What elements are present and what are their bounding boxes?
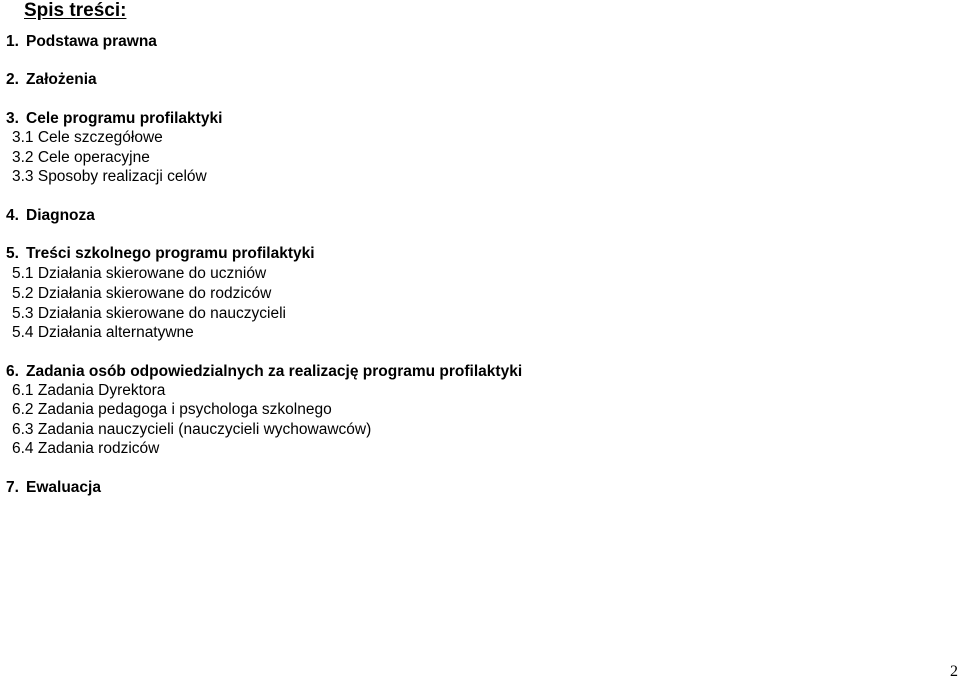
- section-number: 3.: [6, 110, 19, 127]
- toc-subsection-6-3: 6.3 Zadania nauczycieli (nauczycieli wychowawców): [12, 421, 372, 438]
- section-title: Ewaluacja: [26, 479, 101, 496]
- toc-section-4: [6, 206, 95, 225]
- toc-section-5: [6, 244, 315, 263]
- section-title: Podstawa prawna: [26, 33, 157, 50]
- toc-subsection-6-1: 6.1 Zadania Dyrektora: [12, 382, 166, 399]
- section-title: Założenia: [26, 71, 97, 88]
- section-number: 4.: [6, 207, 19, 224]
- toc-subsection-5-2: 5.2 Działania skierowane do rodziców: [12, 285, 272, 302]
- toc-section-1: [6, 32, 157, 51]
- toc-subsection-6-4: 6.4 Zadania rodziców: [12, 440, 160, 457]
- page-number: 2: [950, 663, 958, 680]
- section-title: Diagnoza: [26, 207, 95, 224]
- toc-subsection-5-4: 5.4 Działania alternatywne: [12, 324, 194, 341]
- section-title: Zadania osób odpowiedzialnych za realizację programu profilaktyki: [26, 363, 523, 380]
- section-number: 2.: [6, 71, 19, 88]
- toc-subsection-6-2: 6.2 Zadania pedagoga i psychologa szkolnego: [12, 401, 332, 418]
- toc-subsection-3-1: 3.1 Cele szczegółowe: [12, 129, 163, 146]
- toc-section-2: [6, 70, 97, 89]
- section-number: 1.: [6, 33, 19, 50]
- section-number: 7.: [6, 479, 19, 496]
- toc-section-7: [6, 478, 101, 497]
- toc-section-6: [6, 362, 522, 381]
- toc-section-3: [6, 109, 222, 128]
- toc-title: Spis treści:: [24, 0, 127, 21]
- toc-subsection-5-3: 5.3 Działania skierowane do nauczycieli: [12, 305, 286, 322]
- toc-subsection-3-3: 3.3 Sposoby realizacji celów: [12, 168, 207, 185]
- section-title: Treści szkolnego programu profilaktyki: [26, 245, 315, 262]
- toc-subsection-3-2: 3.2 Cele operacyjne: [12, 149, 150, 166]
- section-title: Cele programu profilaktyki: [26, 110, 223, 127]
- section-number: 5.: [6, 245, 19, 262]
- section-number: 6.: [6, 363, 19, 380]
- toc-subsection-5-1: 5.1 Działania skierowane do uczniów: [12, 265, 267, 282]
